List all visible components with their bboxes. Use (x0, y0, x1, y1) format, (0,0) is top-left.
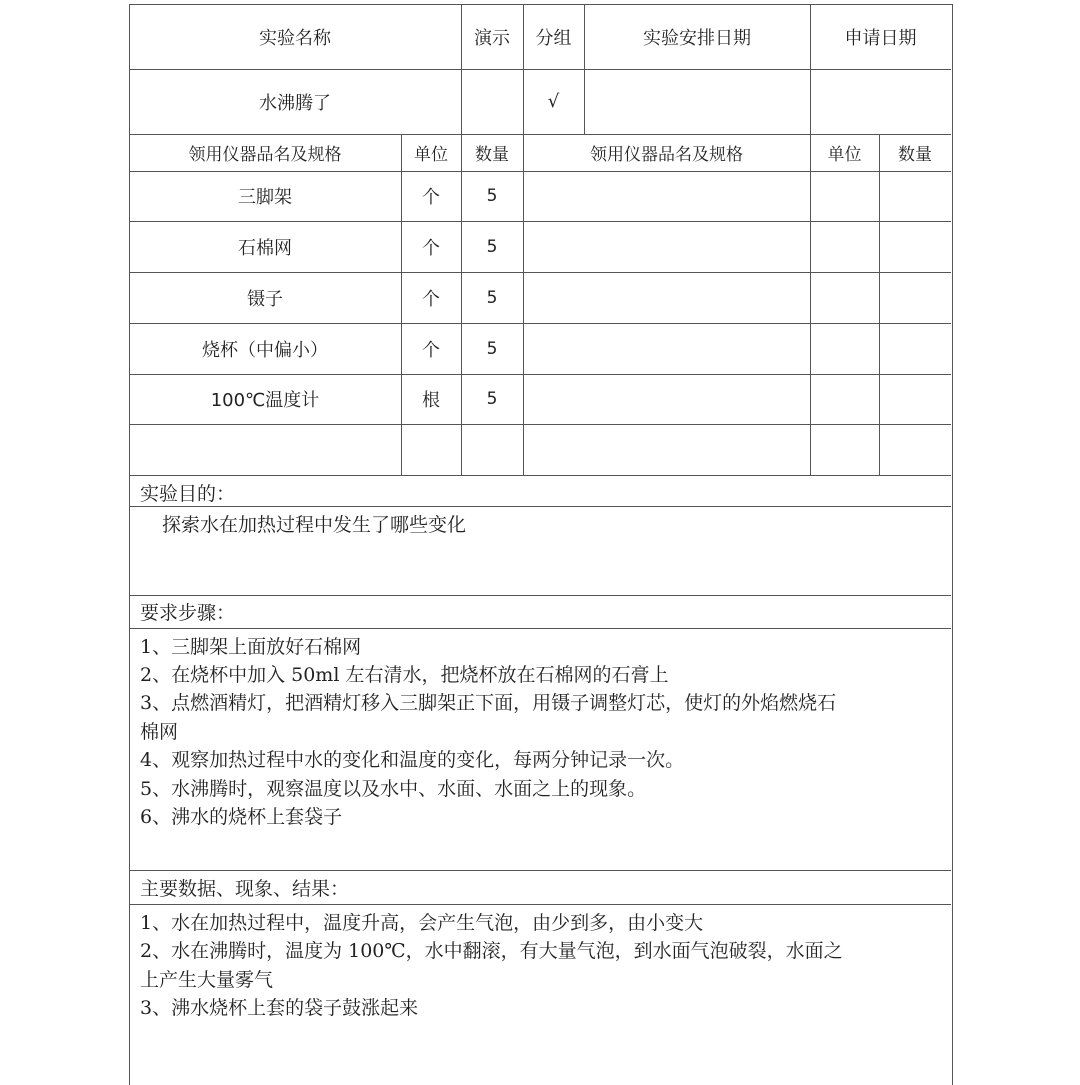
result-line: 1、水在加热过程中，温度升高，会产生气泡，由少到多，由小变大 (140, 912, 704, 934)
equipment-unit: 个 (422, 339, 440, 361)
group-label: 分组 (535, 27, 572, 49)
equipment-unit: 个 (422, 288, 440, 310)
equipment-qty: 5 (486, 338, 498, 359)
col-divider (810, 134, 811, 475)
row-divider (129, 628, 951, 629)
demo-value (461, 69, 523, 134)
schedule-date-value (584, 69, 810, 134)
equipment-unit: 个 (422, 187, 440, 208)
row-divider (129, 904, 951, 905)
step-line: 2、在烧杯中加入 50ml 左右清水，把烧杯放在石棉网的石膏上 (140, 664, 669, 686)
result-line: 3、沸水烧杯上套的袋子鼓涨起来 (140, 997, 419, 1019)
result-line: 上产生大量雾气 (140, 969, 274, 991)
equipment-name: 烧杯（中偏小） (202, 339, 328, 361)
equipment-unit: 根 (422, 390, 440, 411)
equipment-qty-header-2: 数量 (898, 145, 932, 165)
demo-label: 演示 (474, 27, 510, 49)
row-divider (129, 475, 951, 476)
schedule-date-label: 实验安排日期 (643, 27, 751, 49)
step-line: 棉网 (140, 721, 179, 743)
equipment-unit: 个 (422, 237, 440, 259)
step-line: 1、三脚架上面放好石棉网 (140, 636, 362, 658)
purpose-title: 实验目的： (140, 483, 236, 505)
equipment-qty: 5 (486, 186, 498, 206)
experiment-name-label: 实验名称 (259, 27, 331, 49)
row-divider (129, 506, 951, 507)
step-line: 6、沸水的烧杯上套袋子 (140, 806, 343, 828)
results-title: 主要数据、现象、结果： (140, 878, 350, 900)
equipment-qty: 5 (486, 389, 498, 409)
row-divider (129, 595, 951, 596)
equipment-unit-header: 单位 (414, 145, 448, 165)
equipment-name: 石棉网 (238, 237, 292, 259)
equipment-qty-header: 数量 (475, 145, 509, 165)
step-line: 4、观察加热过程中水的变化和温度的变化，每两分钟记录一次。 (140, 749, 685, 771)
col-divider (879, 134, 880, 475)
equipment-qty: 5 (486, 236, 498, 257)
equipment-name-header-2: 领用仪器品名及规格 (590, 145, 743, 165)
equipment-name-header: 领用仪器品名及规格 (188, 145, 342, 165)
equipment-name: 三脚架 (238, 187, 292, 208)
equipment-qty: 5 (486, 287, 498, 308)
group-check-mark: √ (547, 91, 560, 112)
apply-date-value (810, 69, 951, 134)
equipment-name: 100℃温度计 (210, 390, 320, 411)
equipment-unit-header-2: 单位 (827, 145, 862, 165)
col-divider (523, 134, 524, 475)
step-line: 3、点燃酒精灯，把酒精灯移入三脚架正下面，用镊子调整灯芯，使灯的外焰燃烧石 (140, 692, 837, 714)
purpose-text: 探索水在加热过程中发生了哪些变化 (162, 514, 467, 536)
result-line: 2、水在沸腾时，温度为 100℃，水中翻滚，有大量气泡，到水面气泡破裂，水面之 (140, 940, 843, 962)
apply-date-label: 申请日期 (844, 27, 917, 49)
experiment-name-value: 水沸腾了 (259, 92, 331, 114)
step-line: 5、水沸腾时，观察温度以及水中、水面、水面之上的现象。 (140, 778, 647, 800)
equipment-name: 镊子 (247, 288, 283, 310)
row-divider (129, 870, 951, 871)
row-divider (129, 424, 951, 425)
steps-title: 要求步骤： (140, 602, 236, 624)
